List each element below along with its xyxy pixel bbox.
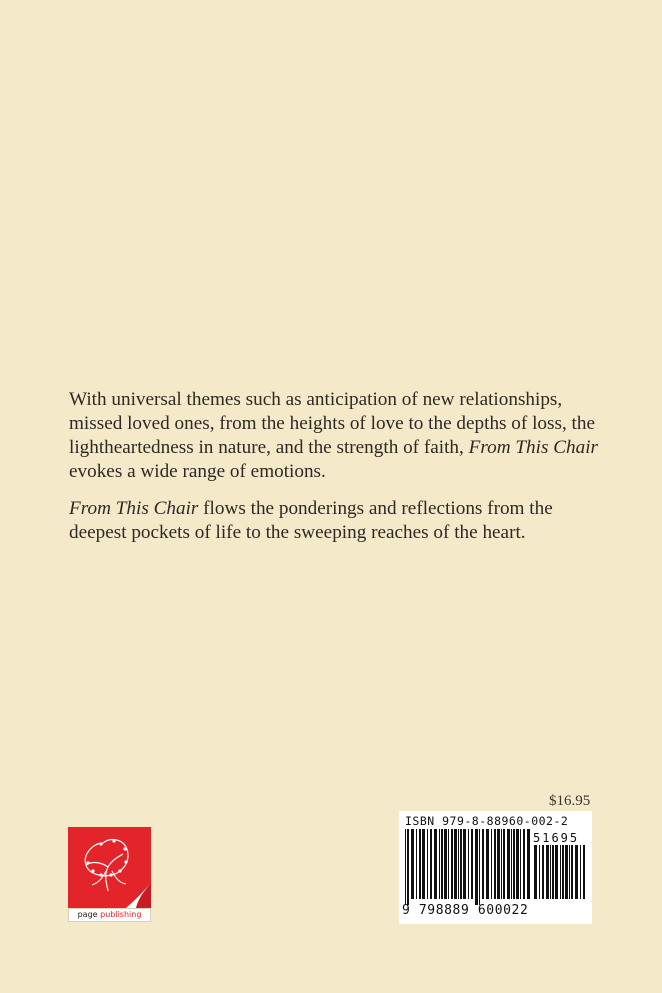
isbn-barcode — [399, 811, 592, 924]
blurb-paragraph-1-tail: evokes a wide range of emotions. — [69, 461, 326, 482]
book-title-italic: From This Chair — [69, 498, 199, 519]
blurb-paragraph-1 — [69, 388, 599, 484]
blurb-paragraph-2-text: flows the ponderings and reflections from the deepest pockets of life to the sweeping reaches of the heart. — [69, 498, 553, 543]
blurb-paragraph-1-text: With universal themes such as anticipation of new relationships, missed loved ones, from the heights of love to the depths of loss, the lightheartedness in nature, and the strength of faith, — [69, 389, 595, 458]
blurb-paragraph-2 — [69, 497, 599, 545]
tree-of-pages-icon — [68, 827, 151, 908]
publisher-name-word2: publishing — [100, 910, 142, 919]
addon-price-code: 51695 — [533, 831, 580, 845]
isbn-number: ISBN 979-8-88960-002-2 — [405, 814, 569, 828]
back-cover-blurb — [69, 388, 599, 558]
price-label: $16.95 — [549, 793, 591, 809]
addon-barcode-bars — [534, 845, 586, 905]
publisher-name — [68, 908, 151, 922]
publisher-logo-mark — [68, 827, 151, 908]
book-title-italic: From This Chair — [468, 437, 598, 458]
ean-barcode-bars — [405, 829, 531, 905]
publisher-name-word1: page — [77, 910, 98, 919]
ean-digits: 9 798889 600022 — [402, 903, 529, 918]
publisher-logo — [68, 827, 151, 922]
